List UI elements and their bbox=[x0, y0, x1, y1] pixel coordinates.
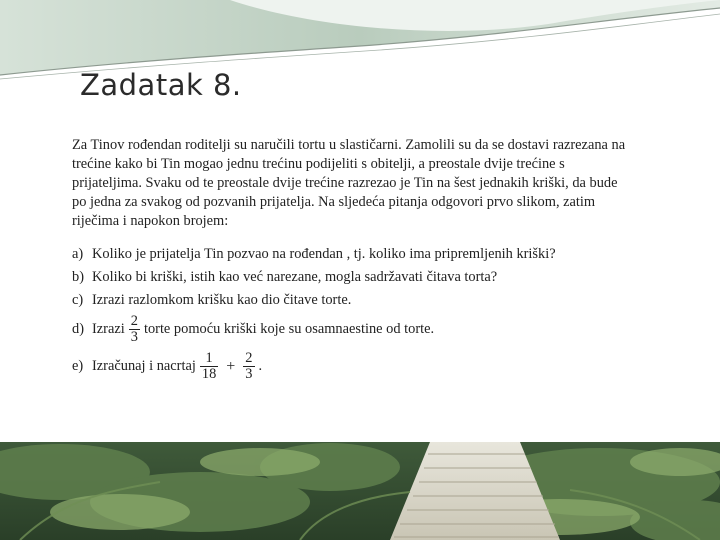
question-text-after: torte pomoću kriški koje su osamnaestine od torte. bbox=[143, 321, 435, 337]
question-text: Izrazi razlomkom krišku kao dio čitave torte. bbox=[92, 292, 352, 308]
fraction-denominator: 3 bbox=[130, 329, 138, 345]
problem-text-block bbox=[72, 136, 632, 388]
question-text-after: . bbox=[258, 358, 263, 374]
question-label: e) bbox=[72, 358, 84, 374]
fraction-one-eighteenth bbox=[200, 351, 218, 382]
fraction-numerator: 1 bbox=[205, 350, 213, 366]
question-c bbox=[72, 291, 632, 310]
question-list bbox=[72, 245, 632, 382]
problem-intro: Za Tinov rođendan roditelji su naručili tortu u slastičarni. Zamolili su da se dostavi razrezana na trećine kako bi Tin mogao jednu trećinu podijeliti s obitelji, a preostale dvije trećine s prijateljima. Svaku od te preostale dvije trećine razrezao je Tin na šest jednakih kriški, da bude po jedna za svakog od pozvanih prijatelja. Na sljedeća pitanja odgovori prvo slikom, zatim riječima i napokon brojem: bbox=[72, 137, 626, 229]
question-label: a) bbox=[72, 246, 84, 262]
question-label: c) bbox=[72, 292, 84, 308]
question-text: Koliko bi kriški, istih kao već narezane, mogla sadržavati čitava torta? bbox=[92, 269, 498, 285]
fraction-two-thirds bbox=[129, 314, 140, 345]
slide-title: Zadatak 8. bbox=[80, 68, 242, 102]
question-text-before: Izračunaj i nacrtaj bbox=[92, 358, 196, 374]
question-e bbox=[72, 351, 632, 382]
fraction-denominator: 18 bbox=[201, 366, 217, 382]
fraction-numerator: 2 bbox=[245, 350, 253, 366]
question-d bbox=[72, 314, 632, 345]
question-a bbox=[72, 245, 632, 264]
question-text: Koliko je prijatelja Tin pozvao na rođendan , tj. koliko ima pripremljenih kriški? bbox=[92, 246, 556, 262]
question-label: d) bbox=[72, 321, 84, 337]
question-text-before: Izrazi bbox=[92, 321, 125, 337]
question-b bbox=[72, 268, 632, 287]
fraction-two-thirds bbox=[243, 351, 254, 382]
forest-path-image bbox=[0, 442, 720, 540]
fraction-numerator: 2 bbox=[130, 313, 138, 329]
fraction-denominator: 3 bbox=[245, 366, 253, 382]
question-label: b) bbox=[72, 269, 84, 285]
plus-operator: + bbox=[226, 358, 236, 375]
